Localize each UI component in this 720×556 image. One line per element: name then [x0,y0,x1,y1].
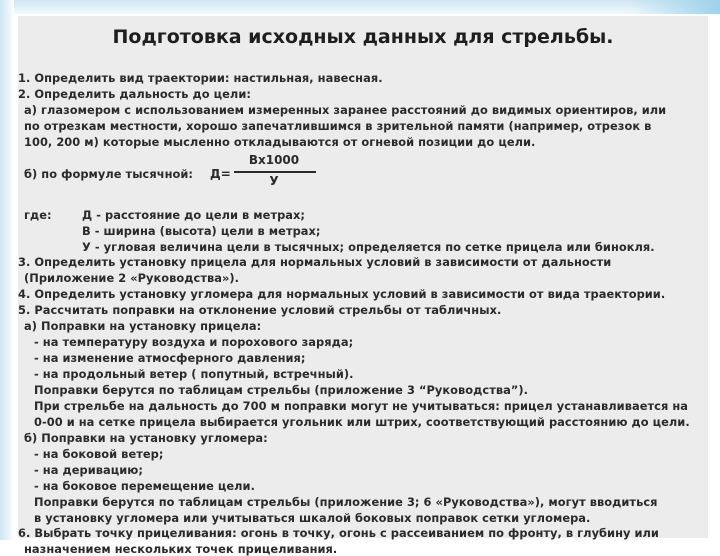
formula-fraction-bar [234,171,316,173]
item-6-aim-point-cont: назначением нескольких точек прицеливания. [24,542,338,556]
legend-item: У - угловая величина цели в тысячных; определяется по сетке прицела или бинокля. [82,240,655,254]
list-item: - на продольный ветер ( попутный, встречный). [34,367,354,381]
item-3-sight: 3. Определить установку прицела для нормальных условий в зависимости от дальности [18,255,612,269]
list-item: - на боковой ветер; [34,447,164,461]
list-item: - на боковое перемещение цели. [34,479,255,493]
item-5a-heading: а) Поправки на установку прицела: [24,319,262,333]
list-item: - на температуру воздуха и порохового заряда; [34,335,354,349]
item-5b-heading: б) Поправки на установку угломера: [24,431,268,445]
item-5a-note: Поправки берутся по таблицам стрельбы (приложение 3 “Руководства”). [34,383,529,397]
item-1-trajectory: 1. Определить вид траектории: настильная, навесная. [18,71,383,85]
item-3-sight-cont: (Приложение 2 «Руководства»). [24,271,240,285]
item-4-deflection: 4. Определить установку угломера для нормальных условий в зависимости от вида траектории. [18,287,666,301]
item-5a-note: При стрельбе на дальность до 700 м поправки могут не учитываться: прицел устанавливается на [34,399,688,413]
slide-frame-left [0,0,14,540]
item-2a-text: 100, 200 м) которые мысленно откладываются от огневой позиции до цели. [24,135,536,149]
slide-frame-top [0,0,720,14]
item-5-corrections: 5. Рассчитать поправки на отклонение условий стрельбы от табличных. [18,303,502,317]
list-item: - на деривацию; [34,463,143,477]
formula-lhs: Д= [210,167,231,181]
formula-numerator: Вx1000 [248,153,300,167]
item-5b-note: в установку угломера или учитываться шкалой боковых поправок сетки угломера. [34,511,591,525]
legend-label: где: [24,208,52,222]
legend-item: Д - расстояние до цели в метрах; [82,208,306,222]
slide-frame-corner-accent [630,0,720,14]
item-6-aim-point: 6. Выбрать точку прицеливания: огонь в точку, огонь с рассеиванием по фронту, в глубину или [18,526,659,540]
item-5a-note: 0-00 и на сетке прицела выбирается угольник или штрих, соответствующий расстоянию до цели. [34,415,690,429]
item-2b-formula-label: б) по формуле тысячной: [24,167,194,181]
page-title: Подготовка исходных данных для стрельбы. [112,26,614,48]
item-5b-note: Поправки берутся по таблицам стрельбы (приложение 3; 6 «Руководства»), могут вводиться [34,495,658,509]
item-2-distance: 2. Определить дальность до цели: [18,87,251,101]
item-2a-text: по отрезкам местности, хорошо запечатлившимся в зрительной памяти (например, отрезок в [24,119,652,133]
legend-item: В - ширина (высота) цели в метрах; [82,224,321,238]
item-2a-text: а) глазомером с использованием измеренных заранее расстояний до видимых ориентиров, или [24,103,667,117]
formula-denominator: У [269,174,279,188]
document-page [18,16,708,556]
list-item: - на изменение атмосферного давления; [34,351,306,365]
